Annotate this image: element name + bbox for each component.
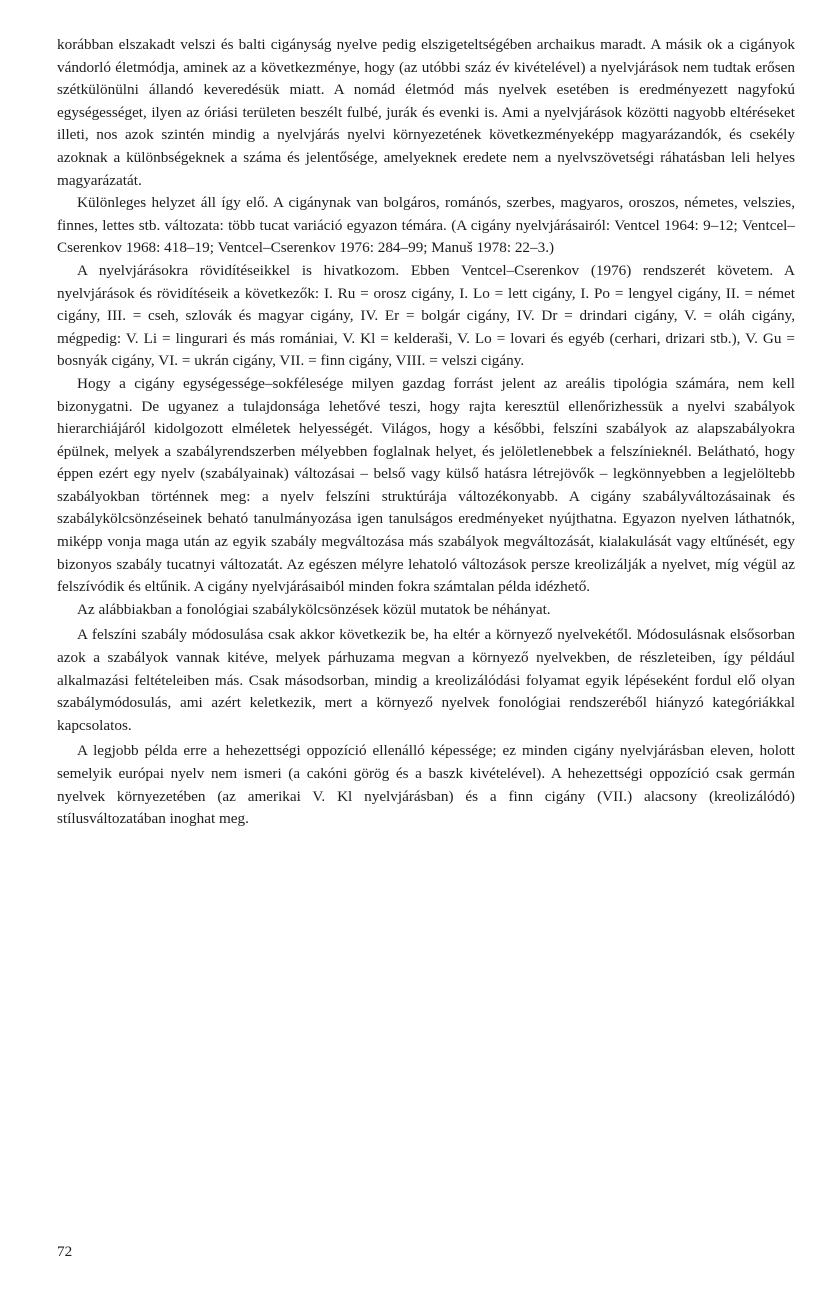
page-body (57, 34, 795, 831)
paragraph-2: Különleges helyzet áll így elő. A cigánynak van bolgáros, románós, szerbes, magyaros, oroszos, németes, velszies, finnes, lettes stb. változata: több tucat variáció egyazon témára. (A cigány nyelvjárásairól: Ventcel 1964: 9–12; Ventcel–Cserenkov 1968: 418–19; Ventcel–Cserenkov 1976: 284–99; Manuš 1978: 22–3.) (57, 194, 795, 257)
page-number: 72 (57, 1243, 73, 1260)
paragraph-5: Az alábbiakban a fonológiai szabálykölcsönzések közül mutatok be néhányat. (77, 600, 551, 618)
paragraph-3: A nyelvjárásokra rövidítéseikkel is hivatkozom. Ebben Ventcel–Cserenkov (1976) rendszerét követem. A nyelvjárások és rövidítéseik a következők: I. Ru = orosz cigány, I. Lo = lett cigány, I. Po = lengyel cigány, II. = német cigány, III. = cseh, szlovák és magyar cigány, IV. Er = bolgár cigány, IV. Dr = drindari cigány, V. = oláh cigány, mégpedig: V. Li = lingurari és más romániai, V. Kl = kelderaši, V. Lo = lovari és egyéb (cerhari, drizari stb.), V. Gu = bosnyák cigány, VI. = ukrán cigány, VII. = finn cigány, VIII. = velszi cigány. (57, 261, 795, 370)
paragraph-4: Hogy a cigány egységessége–sokfélesége milyen gazdag forrást jelent az areális tipológia számára, nem kell bizonygatni. De ugyanez a tulajdonsága lehetővé teszi, hogy rajta keresztül ellenőrizhessük a nyelvi szabályok hierarchiájáról kidolgozott elméletek helyességét. Világos, hogy a későbbi, felszíni szabályok az alapszabályokra épülnek, melyek a szabályrendszerben mélyebben foglalnak helyet, és jelöletlenebbek a felszínieknél. Belátható, hogy éppen ezért egy nyelv (szabályainak) változásai – belső vagy külső hatásra létrejövők – legkönnyebben a legjelöltebb szabályokban történnek meg: a nyelv felszíni struktúrája változékonyabb. A cigány szabályváltozásainak és szabálykölcsönzéseinek beható tanulmányozása igen tanulságos eredményeket nyújthatna. Egyazon nyelven láthatnók, miképp vonja maga után az egyik szabály megváltozása más szabályok megváltozását, kialakulását vagy eltűnését, egy bizonyos szabály tucatnyi változatát. Az egészen mélyre lehatoló változások persze kreolizálják a nyelvet, míg végül az felszívódik és eltűnik. A cigány nyelvjárásaiból minden fokra számtalan példa idézhető. (57, 374, 795, 596)
paragraph-6: A felszíni szabály módosulása csak akkor következik be, ha eltér a környező nyelvekétől. Módosulásnak elsősorban azok a szabályok vannak kitéve, melyek párhuzama megvan a környező nyelvekben, de részleteiben, így például alkalmazási feltételeiben más. Csak másodsorban, mindig a kreolizálódási folyamat egyik lépéseként fordul elő olyan szabálymódosulás, ami azért keletkezik, mert a környező nyelvek fonológiai rendszeréből hiányzó kategóriákkal kapcsolatos. (57, 626, 795, 734)
paragraph-1: korábban elszakadt velszi és balti cigányság nyelve pedig elszigeteltségében archaikus maradt. A másik ok a cigányok vándorló életmódja, aminek az a következménye, hogy (az utóbbi száz év kivételével) a nyelvjárások nem tudtak erősen szétkülönülni állandó keveredésük miatt. A nomád életmód más nyelvek esetében is eredményezett nagyfokú egységességet, ilyen az óriási területen beszélt fulbé, jurák és evenki is. Ami a nyelvjárások közötti nagyobb eltéréseket illeti, nos azok szintén mindig a nyelvjárás nyelvi környezetének következményeképp magyarázandók, és csekély azoknak a különbségeknek a száma és jelentősége, amelyeknek eredete nem a nyelvszövetségi ráhatásban leli helyes magyarázatát. (57, 36, 795, 189)
paragraph-7: A legjobb példa erre a hehezettségi oppozíció ellenálló képessége; ez minden cigány nyelvjárásban eleven, holott semelyik európai nyelv nem ismeri (a cakóni görög és a baszk kivételével). A hehezettségi oppozíció csak germán nyelvek környezetében (az amerikai V. Kl nyelvjárásban) és a finn cigány (VII.) alacsony (kreolizálódó) stílusváltozatában inoghat meg. (57, 742, 795, 828)
